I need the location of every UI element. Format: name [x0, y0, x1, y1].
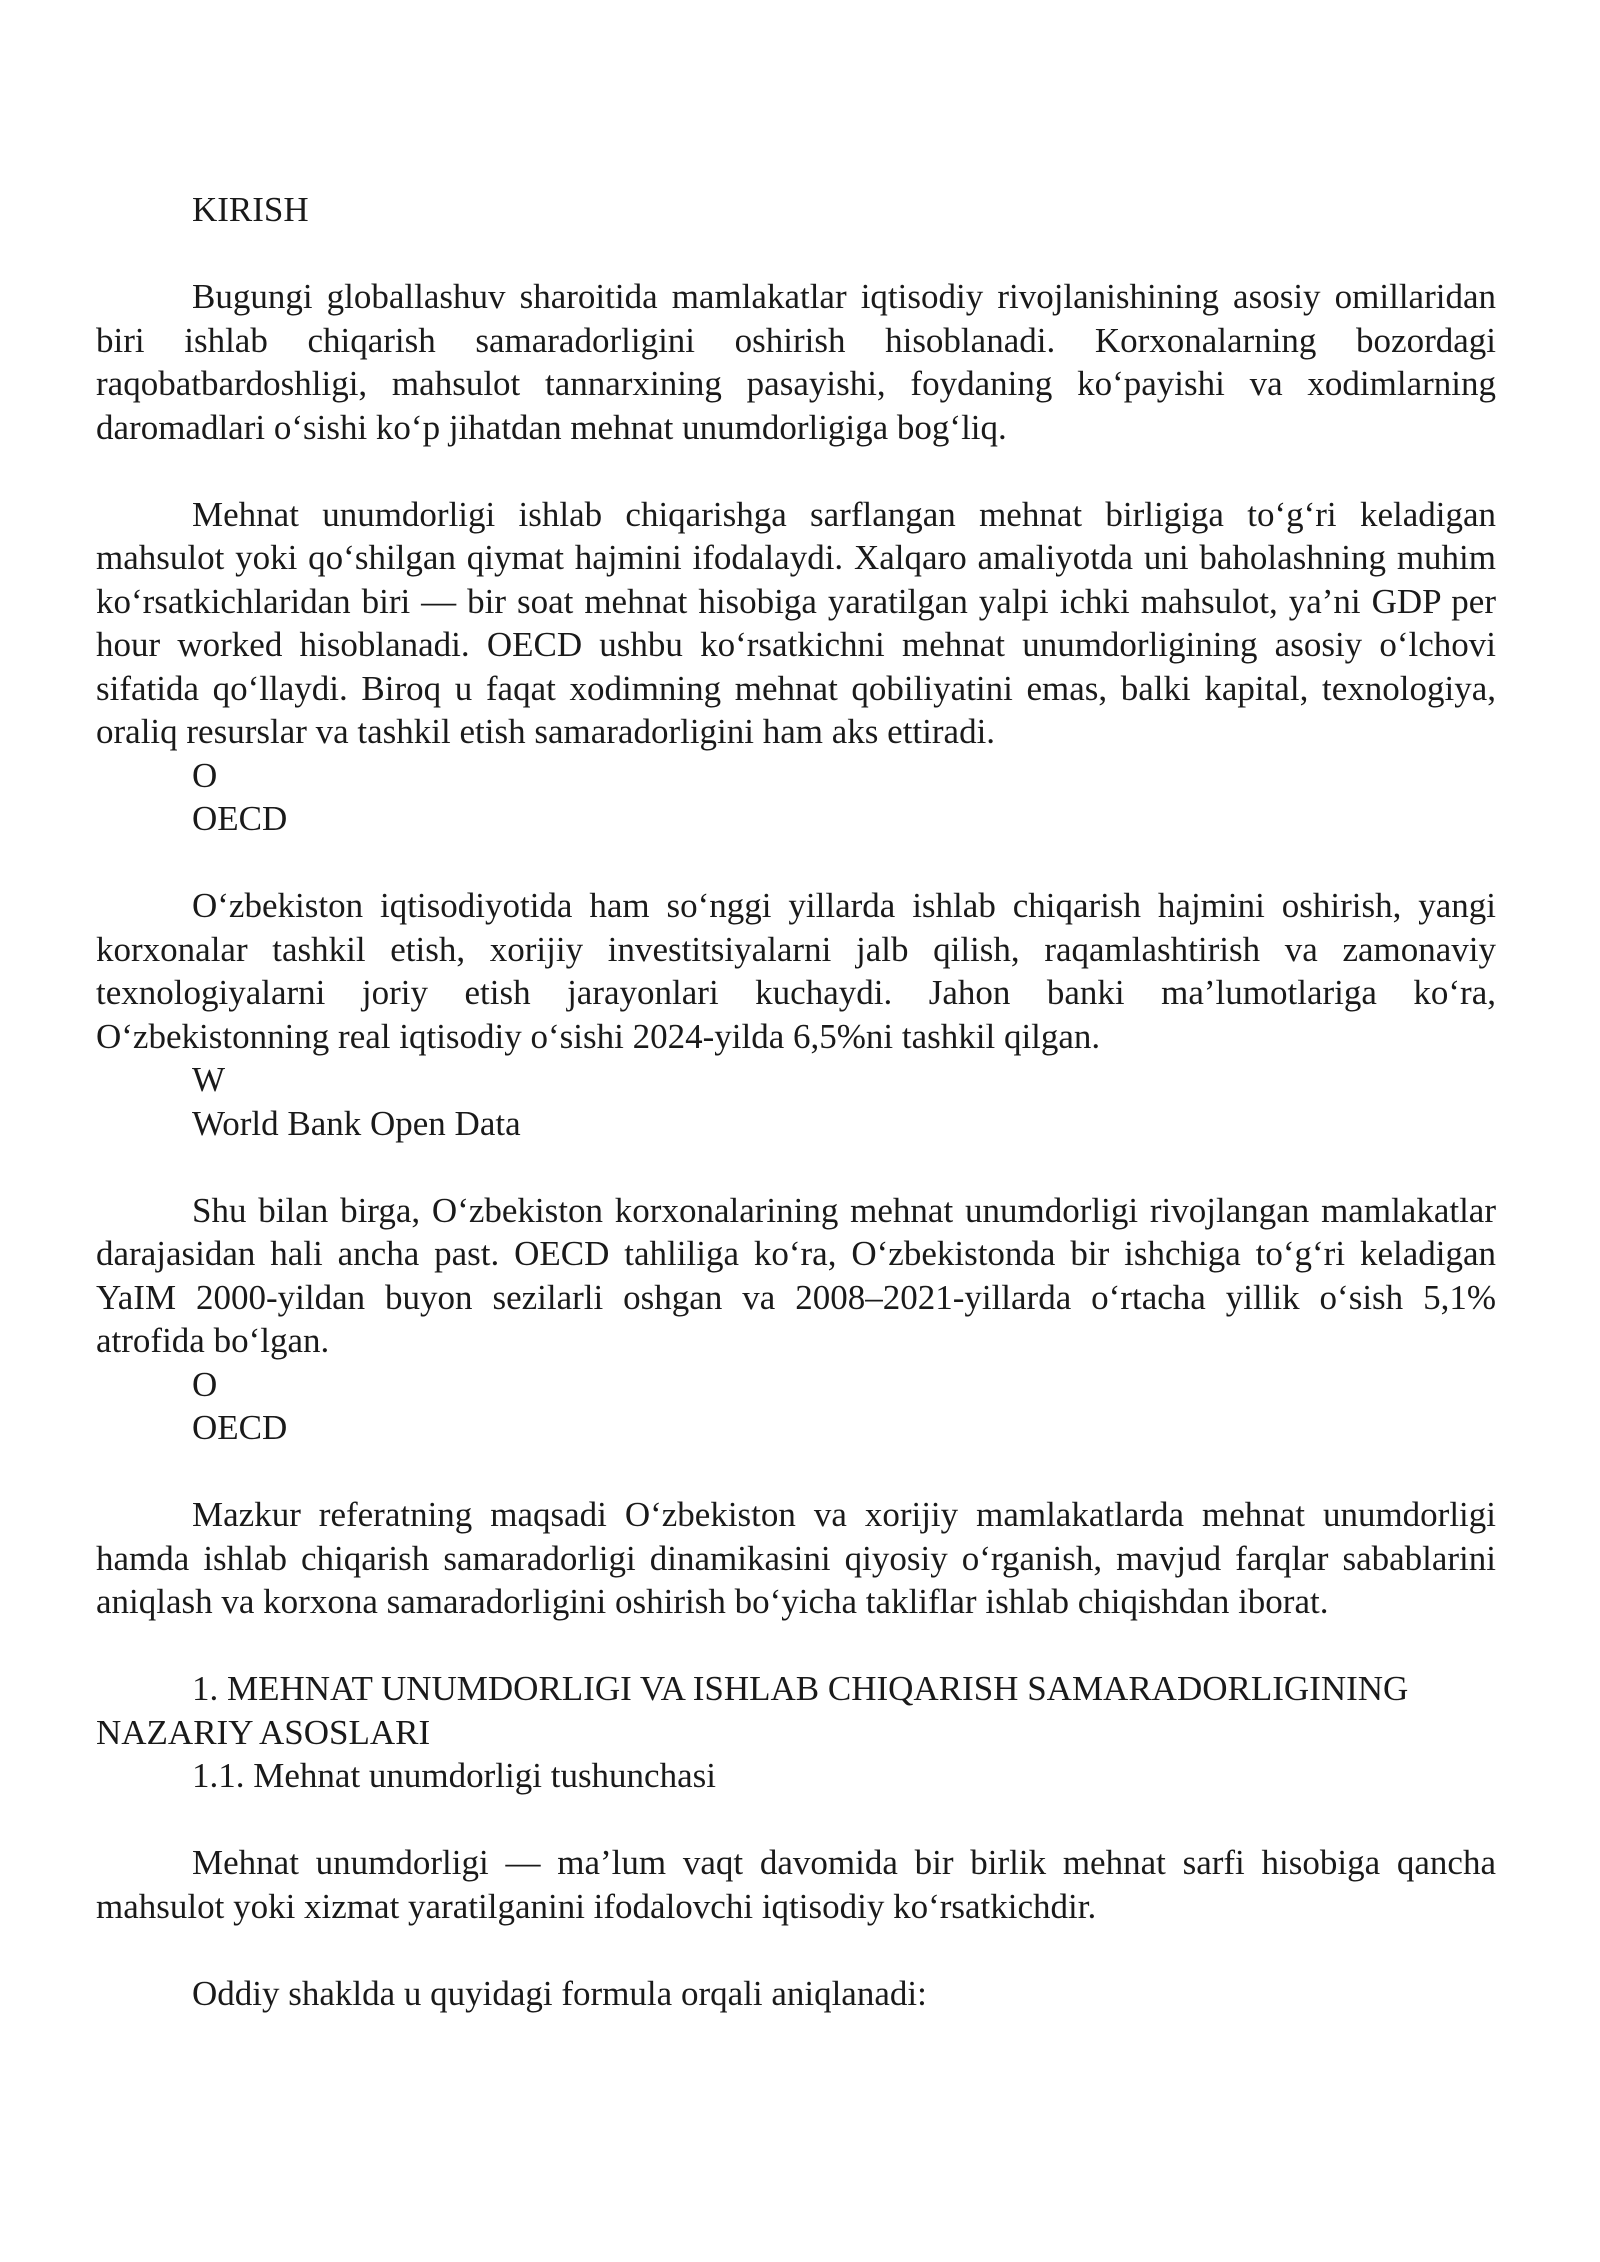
- spacer: [96, 449, 1496, 493]
- source-name: World Bank Open Data: [192, 1103, 521, 1143]
- intro-paragraph-1: Bugungi globallashuv sharoitida mamlakatlar iqtisodiy rivojlanishining asosiy omillaridan biri ishlab chiqarish samaradorligini oshirish hisoblanadi. Korxonalarning bozordagi raqobatbardoshligi, mahsulot tannarxining pasayishi, foydaning ko‘payishi va xodimlarning daromadlari o‘sishi ko‘p jihatdan mehnat unumdorligiga bog‘liq.: [96, 277, 1496, 447]
- section-paragraph-1: Mehnat unumdorligi — ma’lum vaqt davomida bir birlik mehnat sarfi hisobiga qancha mahsulot yoki xizmat yaratilganini ifodalovchi iqtisodiy ko‘rsatkichdir.: [96, 1843, 1496, 1926]
- section-paragraph-2: Oddiy shaklda u quyidagi formula orqali aniqlanadi:: [192, 1973, 927, 2013]
- spacer: [96, 232, 1496, 276]
- spacer: [96, 1624, 1496, 1668]
- source-name: OECD: [192, 799, 288, 838]
- spacer: [96, 1798, 1496, 1842]
- spacer: [96, 1928, 1496, 1972]
- intro-paragraph-5: Mazkur referatning maqsadi O‘zbekiston va xorijiy mamlakatlarda mehnat unumdorligi hamda ishlab chiqarish samaradorligi dinamikasini qiyosiy o‘rganish, mavjud farqlar sabablarini aniqlash va korxona samaradorligini oshirish bo‘yicha takliflar ishlab chiqishdan iborat.: [96, 1495, 1496, 1621]
- intro-paragraph-3: O‘zbekiston iqtisodiyotida ham so‘nggi yillarda ishlab chiqarish hajmini oshirish, yangi korxonalar tashkil etish, xorijiy investitsiyalarni jalb qilish, raqamlashtirish va zamonaviy texnologiyalarni joriy etish jarayonlari kuchaydi. Jahon banki ma’lumotlariga ko‘ra, O‘zbekistonning real iqtisodiy o‘sishi 2024-yilda 6,5%ni tashkil qilgan.: [96, 886, 1496, 1056]
- spacer: [96, 1145, 1496, 1189]
- spacer: [96, 1450, 1496, 1494]
- intro-paragraph-4: Shu bilan birga, O‘zbekiston korxonalarining mehnat unumdorligi rivojlangan mamlakatlar darajasidan hali ancha past. OECD tahliliga ko‘ra, O‘zbekistonda bir ishchiga to‘g‘ri keladigan YaIM 2000-yildan buyon sezilarli oshgan va 2008–2021-yillarda o‘rtacha yillik o‘sish 5,1% atrofida bo‘lgan.: [96, 1190, 1496, 1360]
- intro-paragraph-2: Mehnat unumdorligi ishlab chiqarishga sarflangan mehnat birligiga to‘g‘ri keladigan mahsulot yoki qo‘shilgan qiymat hajmini ifodalaydi. Xalqaro amaliyotda uni baholashning muhim ko‘rsatkichlaridan biri — bir soat mehnat hisobiga yaratilgan yalpi ichki mahsulot, ya’ni GDP per hour worked hisoblanadi. OECD ushbu ko‘rsatkichni mehnat unumdorligining asosiy o‘lchovi sifatida qo‘llaydi. Biroq u faqat xodimning mehnat qobiliyatini emas, balki kapital, texnologiya, oraliq resurslar va tashkil etish samaradorligini ham aks ettiradi.: [96, 494, 1496, 751]
- subsection-title: 1.1. Mehnat unumdorligi tushunchasi: [192, 1756, 716, 1795]
- source-initial: O: [192, 755, 218, 795]
- source-initial: O: [192, 1364, 218, 1404]
- source-name: OECD: [192, 1408, 288, 1447]
- spacer: [96, 841, 1496, 885]
- document-body: [96, 188, 1496, 2015]
- intro-heading: KIRISH: [192, 190, 309, 229]
- section-title: 1. MEHNAT UNUMDORLIGI VA ISHLAB CHIQARISH SAMARADORLIGINING NAZARIY ASOSLARI: [96, 1669, 1409, 1752]
- source-initial: W: [192, 1060, 226, 1099]
